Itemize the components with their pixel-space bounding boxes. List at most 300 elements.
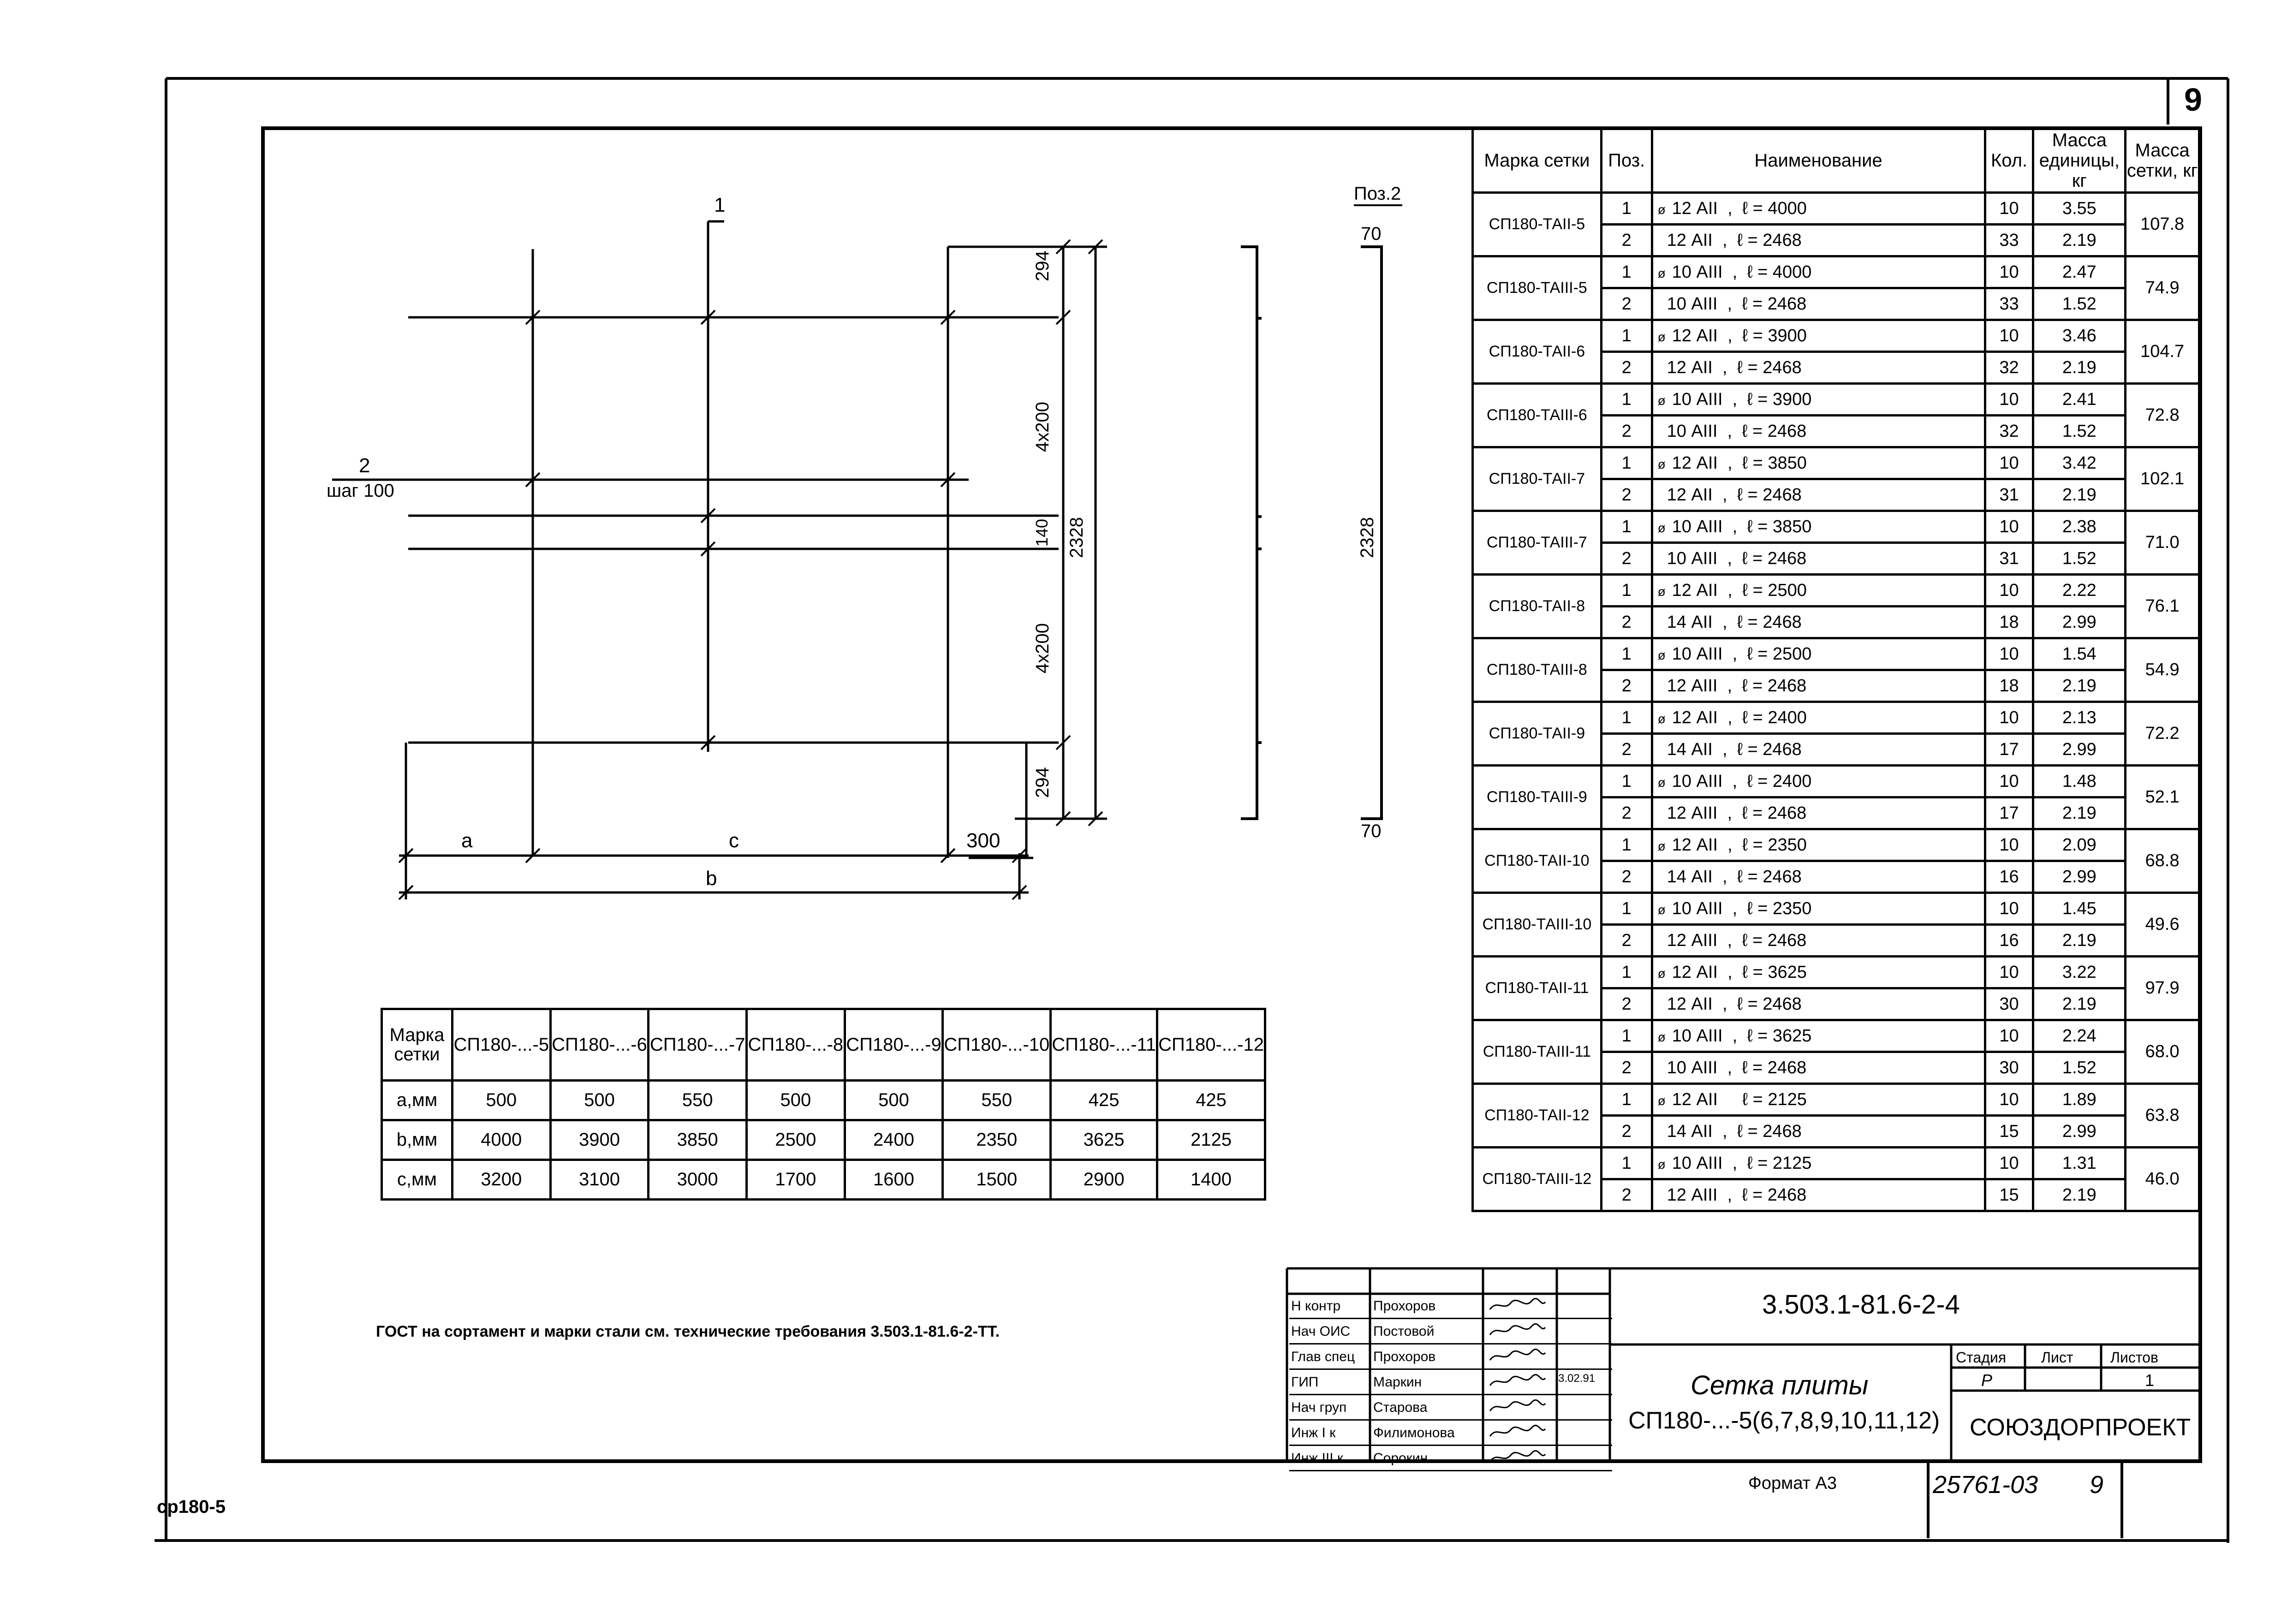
tick-marks bbox=[399, 240, 1102, 899]
signature-name: Прохоров bbox=[1373, 1349, 1436, 1364]
dims-value-cell: 550 bbox=[943, 1081, 1051, 1120]
spec-name-cell bbox=[1652, 988, 1985, 1020]
stage-header: Стадия bbox=[1956, 1349, 2007, 1366]
spec-name-text: 12 АII , ℓ = 2400 bbox=[1672, 708, 1807, 727]
signature-role: ГИП bbox=[1291, 1374, 1319, 1390]
spec-qty-cell: 10 bbox=[1985, 575, 2033, 607]
spec-name-text: 12 АII , ℓ = 2500 bbox=[1672, 580, 1807, 600]
spec-unit-mass-cell: 1.52 bbox=[2033, 1052, 2126, 1084]
spec-name-text: 12 АIII , ℓ = 2468 bbox=[1667, 803, 1807, 823]
spec-name-text: 10 АIII , ℓ = 3900 bbox=[1672, 389, 1812, 409]
dims-value-cell: 3000 bbox=[649, 1160, 747, 1200]
spec-name-text: 12 АIII , ℓ = 2468 bbox=[1667, 1185, 1807, 1205]
signature-row bbox=[1289, 1421, 1612, 1446]
spec-qty-cell: 30 bbox=[1985, 988, 2033, 1020]
spec-name-cell bbox=[1652, 1148, 1985, 1179]
spec-pos-cell: 2 bbox=[1601, 543, 1652, 575]
document-code: 3.503.1-81.6-2-4 bbox=[1762, 1290, 1960, 1320]
spec-name-text: 14 АII , ℓ = 2468 bbox=[1667, 612, 1802, 632]
spec-unit-mass-cell: 3.46 bbox=[2033, 320, 2126, 352]
spec-row bbox=[1473, 638, 2199, 670]
dims-row-label: c,мм bbox=[382, 1160, 453, 1200]
spec-header-mark: Марка сетки bbox=[1473, 128, 1602, 193]
spec-qty-cell: 31 bbox=[1985, 479, 2033, 511]
dim-a: a bbox=[461, 829, 473, 852]
dims-value-cell: 425 bbox=[1157, 1081, 1265, 1120]
spec-unit-mass-cell: 3.42 bbox=[2033, 447, 2126, 479]
sheet-header: Лист bbox=[2041, 1349, 2073, 1366]
spec-unit-mass-cell: 2.19 bbox=[2033, 225, 2126, 256]
spec-name-text: 10 АIII , ℓ = 2350 bbox=[1672, 898, 1812, 918]
spec-name-cell bbox=[1652, 511, 1985, 543]
dim-2328-plan: 2328 bbox=[1066, 517, 1087, 558]
spec-name-text: 14 АII , ℓ = 2468 bbox=[1667, 867, 1802, 886]
spec-qty-cell: 18 bbox=[1985, 670, 2033, 702]
spec-mesh-mass-cell: 52.1 bbox=[2126, 766, 2199, 829]
pos2-label: 2 bbox=[359, 454, 370, 477]
spec-pos-cell: 2 bbox=[1601, 288, 1652, 320]
spec-qty-cell: 16 bbox=[1985, 861, 2033, 893]
spec-pos-cell: 2 bbox=[1601, 670, 1652, 702]
spec-mesh-mass-cell: 107.8 bbox=[2126, 193, 2199, 256]
spec-unit-mass-cell: 2.19 bbox=[2033, 797, 2126, 829]
spec-name-cell bbox=[1652, 829, 1985, 861]
spec-unit-mass-cell: 2.47 bbox=[2033, 256, 2126, 288]
spec-name-cell bbox=[1652, 447, 1985, 479]
spec-name-cell bbox=[1652, 638, 1985, 670]
archive-number: 25761-03 bbox=[1933, 1471, 2038, 1499]
spec-mark-cell: СП180-ТАII-11 bbox=[1473, 957, 1602, 1020]
spec-pos-cell: 1 bbox=[1601, 447, 1652, 479]
spec-qty-cell: 10 bbox=[1985, 447, 2033, 479]
spec-row bbox=[1473, 575, 2199, 607]
spec-name-text: 12 АII ℓ = 2125 bbox=[1672, 1089, 1807, 1109]
dims-value-cell: 2350 bbox=[943, 1120, 1051, 1160]
signature-role: Инж I к bbox=[1291, 1425, 1336, 1440]
spec-row bbox=[1473, 957, 2199, 988]
spec-row bbox=[1473, 447, 2199, 479]
spec-qty-cell: 18 bbox=[1985, 607, 2033, 638]
handwritten-signature-icon bbox=[1488, 1374, 1548, 1389]
signature-name: Сорокин bbox=[1373, 1451, 1428, 1466]
dims-row bbox=[382, 1160, 1265, 1200]
spec-name-cell bbox=[1652, 893, 1985, 925]
dims-value-cell: 550 bbox=[649, 1081, 747, 1120]
spec-row bbox=[1473, 384, 2199, 416]
spec-mark-cell: СП180-ТАIII-10 bbox=[1473, 893, 1602, 957]
mesh-plan bbox=[332, 221, 1107, 899]
dims-value-cell: 2900 bbox=[1051, 1160, 1157, 1200]
pos2-length-dim: 2328 bbox=[1357, 517, 1377, 558]
gost-note: ГОСТ на сортамент и марки стали см. технические требования 3.503.1-81.6-2-ТТ. bbox=[376, 1323, 1000, 1340]
signature-name: Филимонова bbox=[1373, 1425, 1455, 1440]
spec-pos-cell: 2 bbox=[1601, 734, 1652, 766]
spec-name-cell bbox=[1652, 193, 1985, 225]
spec-unit-mass-cell: 1.52 bbox=[2033, 288, 2126, 320]
diameter-symbol: ø bbox=[1657, 584, 1666, 599]
spec-pos-cell: 1 bbox=[1601, 320, 1652, 352]
spec-pos-cell: 1 bbox=[1601, 256, 1652, 288]
pos2-bar-sketch bbox=[1354, 205, 1402, 819]
spec-name-text: 14 АII , ℓ = 2468 bbox=[1667, 739, 1802, 759]
spec-unit-mass-cell: 2.13 bbox=[2033, 702, 2126, 734]
spec-pos-cell: 1 bbox=[1601, 1084, 1652, 1116]
spec-pos-cell: 2 bbox=[1601, 925, 1652, 957]
dims-col-header: СП180-...-7 bbox=[649, 1009, 747, 1081]
spec-name-cell bbox=[1652, 734, 1985, 766]
spec-qty-cell: 30 bbox=[1985, 1052, 2033, 1084]
dims-value-cell: 500 bbox=[747, 1081, 845, 1120]
dims-corner-header: Марка сетки bbox=[382, 1009, 453, 1081]
spec-unit-mass-cell: 2.19 bbox=[2033, 1179, 2126, 1211]
spec-pos-cell: 2 bbox=[1601, 1052, 1652, 1084]
diameter-symbol: ø bbox=[1657, 648, 1666, 662]
spec-name-text: 10 АIII , ℓ = 2468 bbox=[1667, 421, 1807, 441]
spec-qty-cell: 10 bbox=[1985, 384, 2033, 416]
dims-col-header: СП180-...-10 bbox=[943, 1009, 1051, 1081]
spec-name-cell bbox=[1652, 925, 1985, 957]
spec-mesh-mass-cell: 74.9 bbox=[2126, 256, 2199, 320]
spec-unit-mass-cell: 2.09 bbox=[2033, 829, 2126, 861]
spec-row bbox=[1473, 1020, 2199, 1052]
spec-qty-cell: 10 bbox=[1985, 957, 2033, 988]
spec-qty-cell: 10 bbox=[1985, 702, 2033, 734]
spec-mesh-mass-cell: 49.6 bbox=[2126, 893, 2199, 957]
spec-name-cell bbox=[1652, 1020, 1985, 1052]
spec-qty-cell: 10 bbox=[1985, 1148, 2033, 1179]
spec-name-text: 10 АIII , ℓ = 2500 bbox=[1672, 644, 1812, 664]
spec-pos-cell: 2 bbox=[1601, 1179, 1652, 1211]
dims-value-cell: 500 bbox=[550, 1081, 649, 1120]
spec-mesh-mass-cell: 76.1 bbox=[2126, 575, 2199, 638]
spec-name-text: 12 АII , ℓ = 2350 bbox=[1672, 835, 1807, 855]
spec-header-unit-mass: Масса единицы, кг bbox=[2033, 128, 2126, 193]
pos1-label: 1 bbox=[714, 194, 726, 216]
spec-qty-cell: 10 bbox=[1985, 638, 2033, 670]
spec-name-cell bbox=[1652, 479, 1985, 511]
spec-pos-cell: 1 bbox=[1601, 893, 1652, 925]
dims-value-cell: 3200 bbox=[452, 1160, 550, 1200]
spec-name-cell bbox=[1652, 766, 1985, 797]
handwritten-signature-icon bbox=[1488, 1297, 1548, 1313]
dims-col-header: СП180-...-11 bbox=[1051, 1009, 1157, 1081]
spec-mesh-mass-cell: 72.2 bbox=[2126, 702, 2199, 766]
spec-name-cell bbox=[1652, 1116, 1985, 1148]
dim-294-top: 294 bbox=[1032, 250, 1053, 281]
dims-value-cell: 1600 bbox=[845, 1160, 943, 1200]
signature-role: Нач груп bbox=[1291, 1400, 1347, 1415]
dim-294-bottom: 294 bbox=[1032, 767, 1053, 798]
dims-value-cell: 2125 bbox=[1157, 1120, 1265, 1160]
spec-header-name: Наименование bbox=[1652, 128, 1985, 193]
spec-qty-cell: 33 bbox=[1985, 225, 2033, 256]
side-view-bracket bbox=[1241, 247, 1262, 819]
dims-col-header: СП180-...-12 bbox=[1157, 1009, 1265, 1081]
spec-name-text: 10 АIII , ℓ = 3850 bbox=[1672, 517, 1812, 536]
spec-name-cell bbox=[1652, 957, 1985, 988]
spec-name-cell bbox=[1652, 416, 1985, 447]
spec-pos-cell: 1 bbox=[1601, 193, 1652, 225]
spec-pos-cell: 1 bbox=[1601, 957, 1652, 988]
spec-pos-cell: 1 bbox=[1601, 766, 1652, 797]
spec-qty-cell: 15 bbox=[1985, 1179, 2033, 1211]
signature-role: Инж III к bbox=[1291, 1451, 1343, 1466]
diameter-symbol: ø bbox=[1657, 457, 1666, 471]
diameter-symbol: ø bbox=[1657, 1093, 1666, 1108]
spec-unit-mass-cell: 1.31 bbox=[2033, 1148, 2126, 1179]
spec-pos-cell: 2 bbox=[1601, 416, 1652, 447]
spec-pos-cell: 1 bbox=[1601, 638, 1652, 670]
title-line-2: СП180-...-5(6,7,8,9,10,11,12) bbox=[1628, 1407, 1940, 1434]
diameter-symbol: ø bbox=[1657, 266, 1666, 280]
spec-row bbox=[1473, 1084, 2199, 1116]
handwritten-signature-icon bbox=[1488, 1348, 1548, 1364]
spec-header-qty: Кол. bbox=[1985, 128, 2033, 193]
spec-qty-cell: 17 bbox=[1985, 734, 2033, 766]
spec-pos-cell: 1 bbox=[1601, 511, 1652, 543]
spec-name-text: 12 АII , ℓ = 3850 bbox=[1672, 453, 1807, 473]
spec-header-pos: Поз. bbox=[1601, 128, 1652, 193]
dim-4x200-bottom: 4x200 bbox=[1032, 623, 1053, 673]
diameter-symbol: ø bbox=[1657, 393, 1666, 408]
spec-unit-mass-cell: 1.54 bbox=[2033, 638, 2126, 670]
spec-mark-cell: СП180-ТАIII-7 bbox=[1473, 511, 1602, 575]
diameter-symbol: ø bbox=[1657, 202, 1666, 217]
diameter-symbol: ø bbox=[1657, 839, 1666, 853]
spec-mesh-mass-cell: 63.8 bbox=[2126, 1084, 2199, 1148]
spec-unit-mass-cell: 3.55 bbox=[2033, 193, 2126, 225]
dims-col-header: СП180-...-5 bbox=[452, 1009, 550, 1081]
spec-pos-cell: 2 bbox=[1601, 225, 1652, 256]
spec-qty-cell: 16 bbox=[1985, 925, 2033, 957]
spec-qty-cell: 10 bbox=[1985, 1084, 2033, 1116]
organization-name: СОЮЗДОРПРОЕКТ bbox=[1970, 1414, 2191, 1441]
spec-row bbox=[1473, 256, 2199, 288]
spec-name-text: 12 АIII , ℓ = 2468 bbox=[1667, 930, 1807, 950]
handwritten-signature-icon bbox=[1488, 1323, 1548, 1338]
spec-unit-mass-cell: 1.52 bbox=[2033, 543, 2126, 575]
spec-name-text: 12 АII , ℓ = 2468 bbox=[1667, 994, 1802, 1014]
spec-unit-mass-cell: 2.19 bbox=[2033, 479, 2126, 511]
spec-row bbox=[1473, 193, 2199, 225]
spec-mesh-mass-cell: 54.9 bbox=[2126, 638, 2199, 702]
spec-name-text: 12 АII , ℓ = 3625 bbox=[1672, 962, 1807, 982]
spec-unit-mass-cell: 1.48 bbox=[2033, 766, 2126, 797]
dims-value-cell: 1500 bbox=[943, 1160, 1051, 1200]
dims-value-cell: 2400 bbox=[845, 1120, 943, 1160]
dims-value-cell: 500 bbox=[452, 1081, 550, 1120]
dims-value-cell: 3900 bbox=[550, 1120, 649, 1160]
spec-pos-cell: 2 bbox=[1601, 479, 1652, 511]
spec-qty-cell: 31 bbox=[1985, 543, 2033, 575]
signature-row bbox=[1289, 1319, 1612, 1344]
spec-name-cell bbox=[1652, 256, 1985, 288]
spec-mesh-mass-cell: 97.9 bbox=[2126, 957, 2199, 1020]
dims-value-cell: 1700 bbox=[747, 1160, 845, 1200]
spec-mark-cell: СП180-ТАIII-8 bbox=[1473, 638, 1602, 702]
stage-value: Р bbox=[1981, 1371, 1993, 1390]
spec-name-text: 10 АIII , ℓ = 2400 bbox=[1672, 771, 1812, 791]
dim-4x200-top: 4x200 bbox=[1032, 402, 1053, 452]
handwritten-signature-icon bbox=[1488, 1424, 1548, 1440]
diameter-symbol: ø bbox=[1657, 902, 1666, 917]
spec-unit-mass-cell: 2.24 bbox=[2033, 1020, 2126, 1052]
approval-date: 3.02.91 bbox=[1558, 1372, 1596, 1385]
spec-mark-cell: СП180-ТАII-10 bbox=[1473, 829, 1602, 893]
spec-header-mesh-mass: Масса сетки, кг bbox=[2126, 128, 2199, 193]
step-label: шаг 100 bbox=[327, 481, 394, 501]
spec-name-cell bbox=[1652, 1084, 1985, 1116]
spec-unit-mass-cell: 2.99 bbox=[2033, 861, 2126, 893]
sheets-value: 1 bbox=[2145, 1371, 2155, 1390]
spec-qty-cell: 32 bbox=[1985, 352, 2033, 384]
signature-row bbox=[1289, 1446, 1612, 1471]
spec-name-text: 10 АIII , ℓ = 2468 bbox=[1667, 294, 1807, 314]
dims-value-cell: 2500 bbox=[747, 1120, 845, 1160]
title-line-1: Сетка плиты bbox=[1691, 1370, 1869, 1400]
spec-mark-cell: СП180-ТАII-8 bbox=[1473, 575, 1602, 638]
dim-140: 140 bbox=[1032, 518, 1051, 547]
spec-name-text: 12 АII , ℓ = 4000 bbox=[1672, 198, 1807, 218]
spec-pos-cell: 2 bbox=[1601, 607, 1652, 638]
spec-name-text: 10 АIII , ℓ = 4000 bbox=[1672, 262, 1812, 282]
handwritten-signature-icon bbox=[1488, 1450, 1548, 1465]
spec-qty-cell: 15 bbox=[1985, 1116, 2033, 1148]
spec-name-cell bbox=[1652, 607, 1985, 638]
spec-row bbox=[1473, 320, 2199, 352]
spec-row bbox=[1473, 1148, 2199, 1179]
spec-pos-cell: 2 bbox=[1601, 352, 1652, 384]
signature-role: Нач ОИС bbox=[1291, 1324, 1351, 1339]
dim-c: c bbox=[729, 829, 739, 852]
spec-name-text: 10 АIII , ℓ = 3625 bbox=[1672, 1026, 1812, 1046]
dims-col-header: СП180-...-8 bbox=[747, 1009, 845, 1081]
spec-name-text: 12 АII , ℓ = 2468 bbox=[1667, 485, 1802, 505]
signature-role: Глав спец bbox=[1291, 1349, 1355, 1364]
spec-mesh-mass-cell: 68.8 bbox=[2126, 829, 2199, 893]
dims-col-header: СП180-...-6 bbox=[550, 1009, 649, 1081]
spec-qty-cell: 10 bbox=[1985, 1020, 2033, 1052]
spec-unit-mass-cell: 2.41 bbox=[2033, 384, 2126, 416]
signature-role: Н контр bbox=[1291, 1298, 1341, 1314]
spec-name-cell bbox=[1652, 288, 1985, 320]
spec-mark-cell: СП180-ТАII-5 bbox=[1473, 193, 1602, 256]
spec-qty-cell: 10 bbox=[1985, 766, 2033, 797]
spec-unit-mass-cell: 2.19 bbox=[2033, 925, 2126, 957]
spec-name-text: 12 АIII , ℓ = 2468 bbox=[1667, 676, 1807, 696]
spec-row bbox=[1473, 702, 2199, 734]
pos2-title: Поз.2 bbox=[1354, 184, 1401, 204]
spec-mark-cell: СП180-ТАII-7 bbox=[1473, 447, 1602, 511]
specification-table bbox=[1471, 127, 2200, 1212]
spec-name-cell bbox=[1652, 225, 1985, 256]
signature-name: Постовой bbox=[1373, 1324, 1435, 1339]
spec-mesh-mass-cell: 71.0 bbox=[2126, 511, 2199, 575]
dims-row bbox=[382, 1120, 1265, 1160]
signature-name: Старова bbox=[1373, 1400, 1428, 1415]
spec-name-cell bbox=[1652, 702, 1985, 734]
dims-value-cell: 425 bbox=[1051, 1081, 1157, 1120]
handwritten-signature-icon bbox=[1488, 1399, 1548, 1415]
spec-mark-cell: СП180-ТАIII-5 bbox=[1473, 256, 1602, 320]
spec-name-text: 14 АII , ℓ = 2468 bbox=[1667, 1121, 1802, 1141]
signature-name: Маркин bbox=[1373, 1374, 1422, 1390]
signature-row bbox=[1289, 1395, 1612, 1421]
format-label: Формат А3 bbox=[1748, 1474, 1837, 1493]
spec-qty-cell: 33 bbox=[1985, 288, 2033, 320]
spec-name-cell bbox=[1652, 1179, 1985, 1211]
spec-mark-cell: СП180-ТАIII-6 bbox=[1473, 384, 1602, 447]
spec-unit-mass-cell: 1.45 bbox=[2033, 893, 2126, 925]
diameter-symbol: ø bbox=[1657, 775, 1666, 790]
spec-mesh-mass-cell: 72.8 bbox=[2126, 384, 2199, 447]
spec-name-text: 10 АIII , ℓ = 2125 bbox=[1672, 1153, 1812, 1173]
spec-qty-cell: 10 bbox=[1985, 511, 2033, 543]
spec-qty-cell: 10 bbox=[1985, 320, 2033, 352]
spec-qty-cell: 32 bbox=[1985, 416, 2033, 447]
diameter-symbol: ø bbox=[1657, 966, 1666, 981]
spec-unit-mass-cell: 2.22 bbox=[2033, 575, 2126, 607]
spec-name-cell bbox=[1652, 797, 1985, 829]
spec-pos-cell: 1 bbox=[1601, 829, 1652, 861]
dims-value-cell: 4000 bbox=[452, 1120, 550, 1160]
archive-sheet: 9 bbox=[2090, 1471, 2104, 1499]
spec-name-cell bbox=[1652, 1052, 1985, 1084]
diameter-symbol: ø bbox=[1657, 711, 1666, 726]
dims-col-header: СП180-...-9 bbox=[845, 1009, 943, 1081]
spec-name-cell bbox=[1652, 575, 1985, 607]
spec-unit-mass-cell: 1.52 bbox=[2033, 416, 2126, 447]
spec-name-cell bbox=[1652, 384, 1985, 416]
spec-pos-cell: 2 bbox=[1601, 1116, 1652, 1148]
spec-mark-cell: СП180-ТАIII-11 bbox=[1473, 1020, 1602, 1084]
dims-row bbox=[382, 1081, 1265, 1120]
spec-qty-cell: 10 bbox=[1985, 193, 2033, 225]
spec-qty-cell: 10 bbox=[1985, 829, 2033, 861]
spec-unit-mass-cell: 3.22 bbox=[2033, 957, 2126, 988]
side-label: ср180-5 bbox=[157, 1497, 226, 1517]
dims-value-cell: 500 bbox=[845, 1081, 943, 1120]
spec-pos-cell: 2 bbox=[1601, 797, 1652, 829]
spec-name-text: 10 АIII , ℓ = 2468 bbox=[1667, 548, 1807, 568]
signature-row bbox=[1289, 1344, 1612, 1370]
diameter-symbol: ø bbox=[1657, 329, 1666, 344]
diameter-symbol: ø bbox=[1657, 1157, 1666, 1172]
spec-unit-mass-cell: 2.99 bbox=[2033, 1116, 2126, 1148]
spec-pos-cell: 2 bbox=[1601, 861, 1652, 893]
spec-pos-cell: 1 bbox=[1601, 1148, 1652, 1179]
dims-value-cell: 1400 bbox=[1157, 1160, 1265, 1200]
spec-name-text: 10 АIII , ℓ = 2468 bbox=[1667, 1058, 1807, 1077]
spec-pos-cell: 2 bbox=[1601, 988, 1652, 1020]
spec-pos-cell: 1 bbox=[1601, 1020, 1652, 1052]
spec-mark-cell: СП180-ТАIII-12 bbox=[1473, 1148, 1602, 1211]
spec-mark-cell: СП180-ТАII-6 bbox=[1473, 320, 1602, 384]
spec-name-cell bbox=[1652, 861, 1985, 893]
spec-name-text: 12 АII , ℓ = 2468 bbox=[1667, 357, 1802, 377]
spec-unit-mass-cell: 2.99 bbox=[2033, 734, 2126, 766]
spec-name-cell bbox=[1652, 670, 1985, 702]
spec-mesh-mass-cell: 46.0 bbox=[2126, 1148, 2199, 1211]
page-number: 9 bbox=[2184, 82, 2202, 118]
diameter-symbol: ø bbox=[1657, 520, 1666, 535]
dimensions-table bbox=[381, 1008, 1266, 1201]
spec-pos-cell: 1 bbox=[1601, 702, 1652, 734]
sheets-header: Листов bbox=[2110, 1349, 2158, 1366]
spec-row bbox=[1473, 829, 2199, 861]
spec-pos-cell: 1 bbox=[1601, 384, 1652, 416]
spec-mesh-mass-cell: 104.7 bbox=[2126, 320, 2199, 384]
